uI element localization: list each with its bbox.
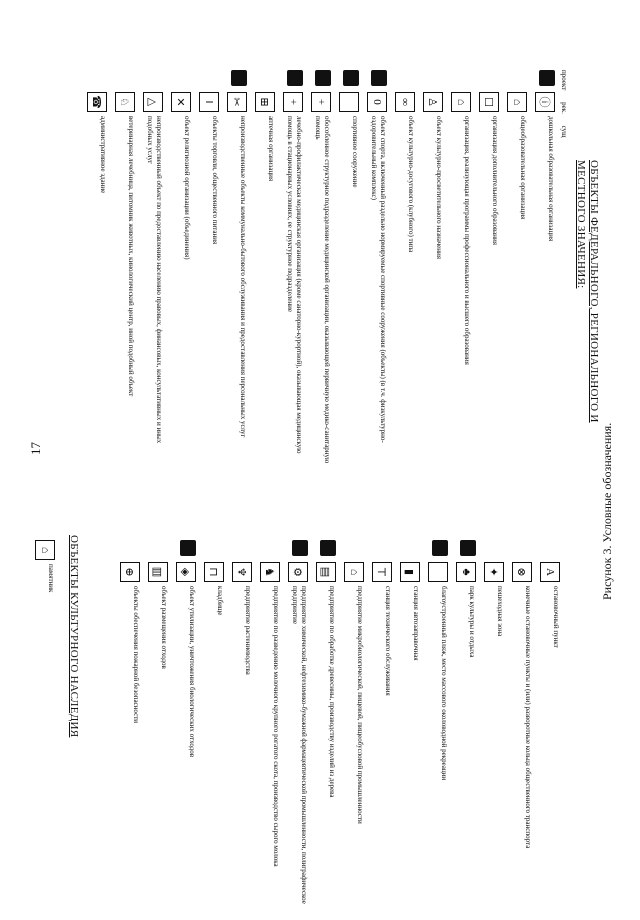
right-legend-list	[112, 540, 560, 920]
right-item	[484, 540, 504, 920]
status-mark	[203, 70, 219, 86]
legend-label: ветеринарная лечебница, питомник животных, кинологический центр, иной подобный объект	[127, 116, 135, 397]
legend-symbol-icon: ♞	[260, 562, 280, 582]
legend-label: общеобразовательная организация	[519, 116, 527, 220]
legend-label: предприятие химической, нефтехимико-бумажной фармацевтической промышленности, полиграфическое предприятие	[291, 586, 308, 904]
legend-label: организация, реализующая программы профессионального и высшего образования	[463, 116, 471, 365]
right-item	[428, 540, 448, 920]
status-mark	[315, 70, 331, 86]
legend-symbol-icon: ♣	[456, 562, 476, 582]
legend-symbol-icon	[339, 92, 359, 112]
heritage-label: памятник	[47, 564, 55, 593]
status-mark	[231, 70, 247, 86]
legend-symbol-icon: ▤	[316, 562, 336, 582]
status-mark	[292, 540, 308, 556]
left-item	[115, 70, 135, 470]
right-item	[344, 540, 364, 920]
status-mark	[432, 540, 448, 556]
legend-symbol-icon: ⊤	[372, 562, 392, 582]
left-item	[255, 70, 275, 470]
left-legend-list	[79, 70, 555, 470]
right-item	[148, 540, 168, 920]
legend-label: объекты обеспечения пожарной безопасности	[132, 586, 140, 723]
status-mark	[460, 540, 476, 556]
page-number: 17	[28, 442, 43, 455]
left-item	[199, 70, 219, 470]
legend-symbol-icon: ⊞	[255, 92, 275, 112]
right-item	[120, 540, 140, 920]
status-mark	[544, 540, 560, 556]
monument-icon: ⌂	[35, 540, 55, 560]
legend-symbol-icon: △	[143, 92, 163, 112]
status-mark	[208, 540, 224, 556]
status-mark	[119, 70, 135, 86]
legend-symbol-icon: ⚙	[288, 562, 308, 582]
legend-symbol-icon: ⓘ	[535, 92, 555, 112]
left-item	[87, 70, 107, 470]
left-item	[451, 70, 471, 470]
legend-label: станция технического обслуживания	[384, 586, 392, 696]
legend-symbol-icon: ⌂	[344, 562, 364, 582]
status-mark	[264, 540, 280, 556]
status-mark	[455, 70, 471, 86]
legend-symbol-icon: ✕	[171, 92, 191, 112]
left-item	[311, 70, 331, 470]
status-mark	[180, 540, 196, 556]
right-item	[288, 540, 308, 920]
status-mark	[152, 540, 168, 556]
status-mark	[343, 70, 359, 86]
legend-symbol-icon: ♘	[115, 92, 135, 112]
status-mark	[488, 540, 504, 556]
left-item	[423, 70, 443, 470]
status-mark	[399, 70, 415, 86]
legend-symbol-icon: +	[283, 92, 303, 112]
left-item	[395, 70, 415, 470]
status-mark	[516, 540, 532, 556]
right-item	[400, 540, 420, 920]
legend-symbol-icon: ♙	[423, 92, 443, 112]
status-mark	[287, 70, 303, 86]
figure-caption: Рисунок 3. Условные обозначения.	[600, 422, 614, 600]
status-mark	[236, 540, 252, 556]
legend-symbol-icon: ‖	[199, 92, 219, 112]
heading-heritage: ОБЪЕКТЫ КУЛЬТУРНОГО НАСЛЕДИЯ	[68, 535, 80, 738]
column-existing: сущ	[560, 125, 568, 138]
column-project: проект	[560, 70, 568, 91]
status-mark	[404, 540, 420, 556]
legend-label: предприятие по разведению молочного крупного рогатого скота, производство сырого молока	[272, 586, 280, 867]
left-item	[283, 70, 303, 470]
legend-label: дошкольная образовательная организация	[547, 116, 555, 242]
right-item	[512, 540, 532, 920]
right-item	[204, 540, 224, 920]
left-item	[227, 70, 247, 470]
legend-label: остановочный пункт	[552, 586, 560, 648]
legend-label: объект религиозной организации (объединения)	[183, 116, 191, 260]
legend-label: организация дополнительного образования	[491, 116, 499, 245]
legend-label: парк культуры и отдыха	[468, 586, 476, 658]
legend-symbol-icon: ☐	[479, 92, 499, 112]
legend-label: непроизводственный объект по предоставлению населению правовых, финансовых, консультативных и иных подобных услуг	[146, 116, 163, 444]
legend-symbol-icon: ♆	[232, 562, 252, 582]
legend-symbol-icon: ⊓	[204, 562, 224, 582]
left-item	[535, 70, 555, 470]
status-mark	[539, 70, 555, 86]
status-mark	[259, 70, 275, 86]
right-item	[372, 540, 392, 920]
legend-label: конечные остановочные пункты и (или) разворотные кольца общественного транспорта	[524, 586, 532, 849]
right-item	[316, 540, 336, 920]
left-item	[171, 70, 191, 470]
status-mark	[371, 70, 387, 86]
legend-label: аптечная организация	[267, 116, 275, 182]
column-headers	[560, 70, 568, 147]
left-item	[507, 70, 527, 470]
left-item	[479, 70, 499, 470]
left-item	[143, 70, 163, 470]
status-mark	[175, 70, 191, 86]
legend-label: объект утилизации, уничтожения биологических отходов	[188, 586, 196, 758]
legend-label: объект размещения отходов	[160, 586, 168, 669]
legend-label: непроизводственные объекты коммунально-бытового обслуживания и предоставления персональных услуг	[239, 116, 247, 438]
legend-label: станция автозаправочная	[412, 586, 420, 661]
status-mark	[124, 540, 140, 556]
status-mark	[483, 70, 499, 86]
left-item	[339, 70, 359, 470]
legend-label: пешеходная зона	[496, 586, 504, 637]
left-item	[367, 70, 387, 470]
legend-symbol-icon: 0	[367, 92, 387, 112]
column-reconstruction: рек.	[560, 102, 568, 114]
legend-symbol-icon: ▥	[148, 562, 168, 582]
heritage-item	[35, 540, 55, 592]
legend-label: лечебно-профилактическая медицинская организация (кроме санаторно-курортной), оказывающая медицинскую помощь в стационарных условиях, ее структурное подразделение	[286, 116, 303, 454]
legend-symbol-icon: ⌂	[507, 92, 527, 112]
legend-symbol-icon: ☎	[87, 92, 107, 112]
right-item	[176, 540, 196, 920]
right-item	[456, 540, 476, 920]
legend-label: спортивное сооружение	[351, 116, 359, 188]
status-mark	[91, 70, 107, 86]
legend-symbol-icon: ⊗	[512, 562, 532, 582]
legend-label: благоустроенный пляж, место массового околоводной рекреации	[440, 586, 448, 781]
legend-label: обособленное структурное подразделение медицинской организации, оказывающей первичную медико-санитарную помощь	[314, 116, 331, 464]
status-mark	[511, 70, 527, 86]
legend-label: административное здание	[99, 116, 107, 194]
legend-label: предприятие растениеводства	[244, 586, 252, 675]
status-mark	[147, 70, 163, 86]
legend-symbol-icon: +	[311, 92, 331, 112]
legend-symbol-icon: ⌂	[451, 92, 471, 112]
legend-label: кладбище	[216, 586, 224, 616]
legend-symbol-icon: A	[540, 562, 560, 582]
heading-federal-objects: ОБЪЕКТЫ ФЕДЕРАЛЬНОГО, РЕГИОНАЛЬНОГО И МЕСТНОГО ЗНАЧЕНИЯ:	[575, 160, 600, 423]
legend-label: предприятие микробиологической, пищевой, пищеобусловой промышленности	[356, 586, 364, 824]
legend-label: предприятие по обработке древесины, производству изделий из дерева	[328, 586, 336, 798]
right-item	[232, 540, 252, 920]
legend-symbol-icon: ▮	[400, 562, 420, 582]
legend-label: объект спорта, включенный раздельно нормируемые спортивные сооружения (объекты) (в т.ч. физкультурно-оздоровительный комплекс)	[370, 116, 387, 443]
status-mark	[320, 540, 336, 556]
legend-symbol-icon: ◈	[176, 562, 196, 582]
right-item	[540, 540, 560, 920]
legend-label: объекты торговли, общественного питания	[211, 116, 219, 245]
legend-symbol-icon: ✂	[227, 92, 247, 112]
legend-label: объект культурно-досугового (клубного) типа	[407, 116, 415, 253]
status-mark	[348, 540, 364, 556]
legend-symbol-icon: ∞	[395, 92, 415, 112]
right-item	[260, 540, 280, 920]
legend-symbol-icon	[428, 562, 448, 582]
status-mark	[376, 540, 392, 556]
legend-label: объект культурно-просветительного назначения	[435, 116, 443, 259]
status-mark	[427, 70, 443, 86]
legend-symbol-icon: ⊕	[120, 562, 140, 582]
legend-symbol-icon: ✦	[484, 562, 504, 582]
